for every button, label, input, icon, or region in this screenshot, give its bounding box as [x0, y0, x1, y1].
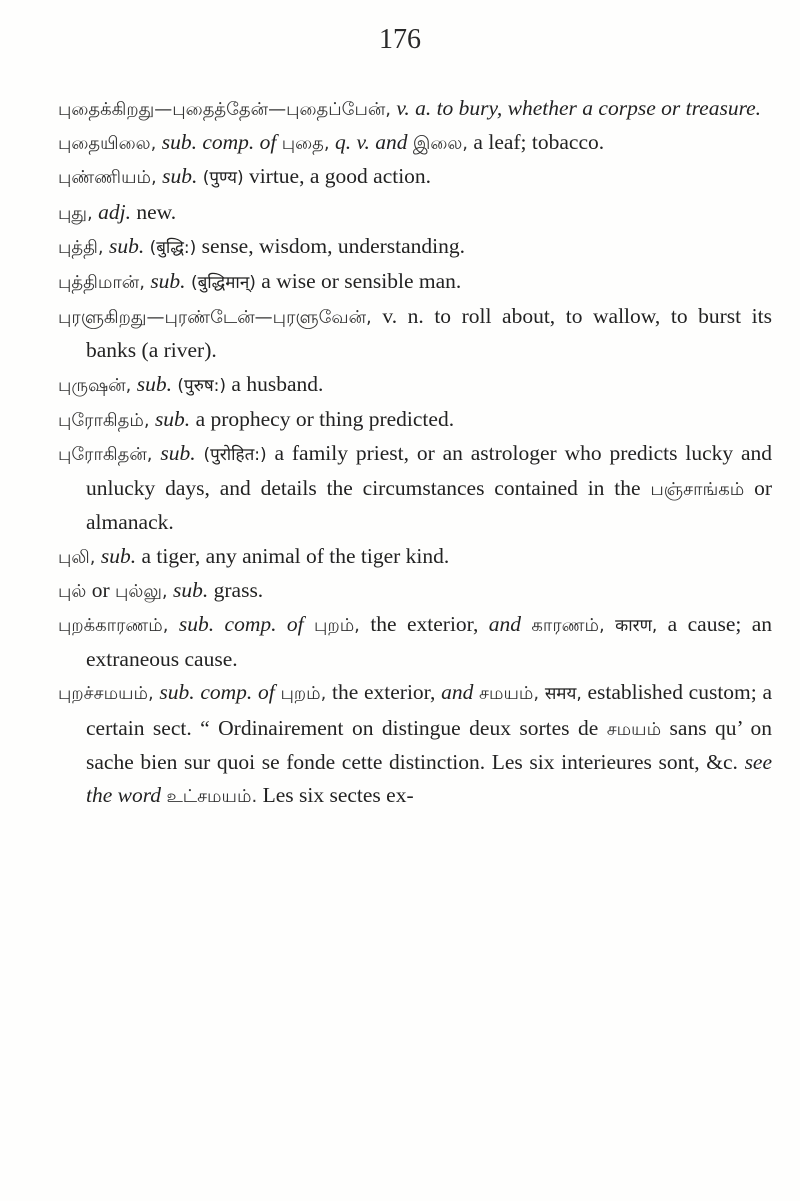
entry-headword: புது, [58, 202, 93, 224]
entry-see-label: see the word [86, 749, 773, 808]
entry-headword: புல் [58, 580, 87, 602]
entry-pos: sub. comp. [161, 130, 255, 155]
entry-sanskrit-gloss: (बुद्धिमान्) [190, 273, 256, 294]
entry-definition: established custom; a certain sect. [86, 680, 772, 740]
entry-sanskrit-gloss: (पुरुष:) [177, 375, 227, 396]
entry-of-label: of [258, 680, 275, 705]
entry-and-label: and [441, 680, 474, 705]
entry-quote: “ Ordinairement on distingue deux sortes de [200, 715, 599, 740]
dictionary-entry [58, 403, 772, 437]
entry-ref: உட்சமயம். [166, 786, 258, 808]
entry-definition-part: the exterior, [370, 612, 479, 637]
dictionary-entry [58, 126, 772, 160]
entry-pos: sub. comp. [178, 612, 277, 637]
entry-headword: புதைக்கிறது—புதைத்தேன்—புதைப்பேன், [58, 99, 392, 120]
entry-definition: a leaf; tobacco. [473, 130, 605, 155]
entry-definition: v. a. to bury, whether a corpse or treasure. [396, 96, 762, 120]
dictionary-entry [58, 265, 772, 300]
entry-definition-part: the exterior, [332, 680, 436, 705]
entry-headword: புதையிலை, [58, 133, 157, 155]
entry-definition: a husband. [231, 371, 324, 396]
entry-headword: புலி, [58, 546, 96, 568]
entry-pos: sub. [173, 577, 209, 602]
entry-and-label: and [488, 612, 522, 637]
entry-pos: sub. [154, 406, 191, 431]
entry-definition: a prophecy or thing predicted. [195, 406, 455, 431]
entry-definition: a tiger, any animal of the tiger kind. [141, 543, 450, 568]
entry-definition: a family priest, or an astrologer who predicts lucky and unlucky days, and details the circumstances contained in the [86, 441, 773, 501]
entry-ref: புறம், [280, 683, 327, 705]
entry-sanskrit-gloss: समय, [544, 684, 582, 705]
entry-ref: காரணம், [531, 615, 605, 637]
entry-headword: புரோகிதம், [58, 409, 150, 431]
entry-pos: sub. [150, 269, 186, 294]
dictionary-entry [58, 574, 772, 608]
entry-quote: sans qu’ on sache bien sur quoi se fonde cette distinction. Les six interieures sont, &c. [86, 715, 772, 774]
entry-sanskrit-gloss: कारण, [615, 616, 658, 637]
dictionary-entry [58, 196, 772, 230]
entry-headword: புறக்காரணம், [58, 615, 169, 637]
entry-ref-note: q. v. [335, 130, 370, 155]
entry-ref: புறம், [314, 615, 360, 637]
entry-ref: இலை, [412, 133, 469, 155]
page-number: 176 [379, 24, 421, 55]
entry-pos: sub. [136, 371, 173, 396]
dictionary-entry [58, 368, 772, 403]
entry-pos: sub. comp. [159, 680, 253, 705]
entry-ref: சமயம் [606, 718, 662, 740]
entry-definition: new. [136, 199, 177, 224]
entry-pos: sub. [100, 543, 137, 568]
entry-headword: புத்திமான், [58, 272, 145, 294]
entry-definition-tail: or almanack. [86, 476, 773, 535]
dictionary-entry [58, 160, 772, 195]
entry-headword: புண்ணியம், [58, 167, 157, 189]
dictionary-entry [58, 92, 772, 126]
entry-definition: a wise or sensible man. [261, 269, 462, 294]
entry-of-label: of [286, 612, 304, 637]
entry-headword: புரளுகிறது—புரண்டேன்—புரளுவேன், [58, 307, 372, 329]
entry-of-label: of [259, 130, 277, 155]
entry-definition: a cause; an extraneous cause. [86, 612, 773, 672]
entry-ref: புதை, [281, 133, 330, 155]
entry-sanskrit-gloss: (पुण्य) [202, 168, 244, 189]
entry-pos: sub. [162, 164, 198, 189]
entry-sanskrit-gloss: (पुरोहित:) [203, 445, 267, 466]
entry-and-label: and [375, 130, 408, 155]
entry-ref: பஞ்சாங்கம் [650, 479, 745, 501]
dictionary-entry [58, 608, 772, 676]
entry-ref: சமயம், [479, 683, 540, 705]
entry-pos: adj. [98, 199, 131, 224]
dictionary-entry [58, 300, 772, 367]
entry-definition: grass. [213, 577, 264, 602]
entry-definition: sense, wisdom, understanding. [201, 233, 465, 258]
dictionary-entry [58, 540, 772, 574]
entry-headword-alt: புல்லு, [115, 580, 168, 602]
entry-list [58, 92, 772, 813]
entry-headword: புத்தி, [58, 236, 104, 258]
dictionary-entry [58, 230, 772, 265]
entry-headword: புருஷன், [58, 374, 132, 396]
entry-pos: sub. [108, 233, 145, 258]
entry-headword: புரோகிதன், [58, 444, 153, 466]
entry-pos: sub. [160, 441, 196, 466]
entry-definition: virtue, a good action. [248, 164, 432, 189]
entry-sanskrit-gloss: (बुद्धि:) [149, 237, 197, 258]
dictionary-entry [58, 437, 772, 540]
dictionary-entry [58, 676, 772, 813]
entry-quote: Les six sectes ex- [262, 783, 414, 808]
entry-definition: v. n. to roll about, to wallow, to burst its banks (a river). [86, 304, 772, 363]
entry-headword: புறச்சமயம், [58, 683, 154, 705]
entry-or-label: or [91, 577, 110, 602]
